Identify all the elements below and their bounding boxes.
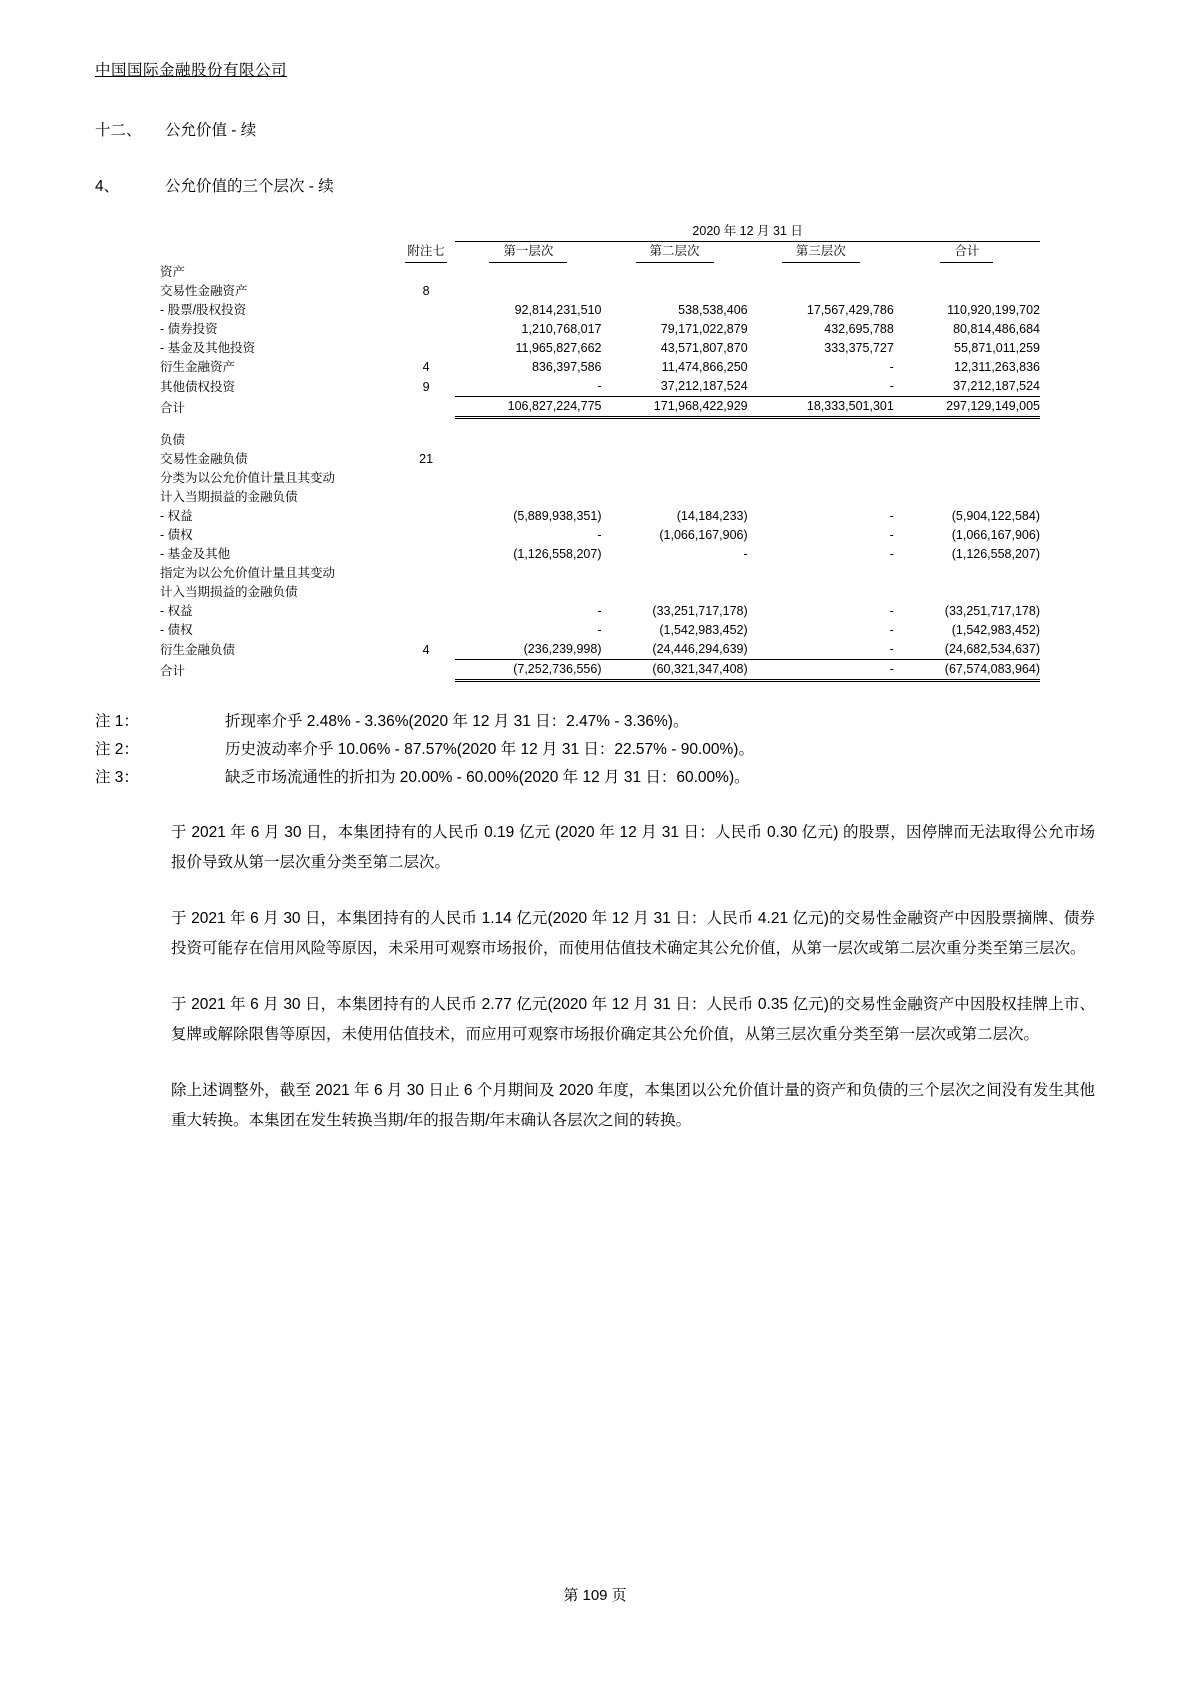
column-header-row bbox=[160, 242, 1040, 263]
row-note bbox=[397, 583, 455, 602]
row-label: - 基金及其他投资 bbox=[160, 341, 256, 355]
row-label: - 权益 bbox=[160, 604, 193, 618]
table-row bbox=[160, 358, 1040, 377]
row-level1 bbox=[455, 488, 601, 507]
row-total: (1,126,558,207) bbox=[951, 547, 1040, 561]
table-row bbox=[160, 621, 1040, 640]
row-note bbox=[397, 526, 455, 545]
row-level1: - bbox=[597, 379, 602, 393]
section-name: 负债 bbox=[160, 433, 186, 447]
date-header-label: 2020 年 12 月 31 日 bbox=[692, 224, 803, 238]
row-level1: 92,814,231,510 bbox=[514, 303, 602, 317]
row-level1: (5,889,938,351) bbox=[513, 509, 602, 523]
row-label: 合计 bbox=[160, 400, 186, 415]
row-note: 21 bbox=[419, 452, 434, 466]
row-note bbox=[397, 339, 455, 358]
section-l3 bbox=[748, 431, 894, 450]
row-level2 bbox=[601, 488, 747, 507]
row-level2: (14,184,233) bbox=[676, 509, 748, 523]
table-head bbox=[160, 222, 1040, 263]
section-heading bbox=[95, 118, 1095, 140]
row-level3: - bbox=[889, 379, 894, 393]
row-label: - 权益 bbox=[160, 509, 193, 523]
footnote-3 bbox=[95, 764, 1095, 792]
row-label: 计入当期损益的金融负债 bbox=[160, 490, 298, 504]
row-note: 8 bbox=[422, 284, 430, 298]
row-label: 分类为以公允价值计量且其变动 bbox=[160, 471, 336, 485]
row-total: 110,920,199,702 bbox=[947, 303, 1040, 317]
row-level1: - bbox=[597, 604, 602, 618]
row-note bbox=[397, 660, 455, 681]
row-note bbox=[397, 602, 455, 621]
row-level2: 11,474,866,250 bbox=[661, 360, 748, 374]
section-total bbox=[894, 263, 1040, 282]
row-level1 bbox=[455, 583, 601, 602]
section-name: 资产 bbox=[160, 265, 186, 279]
row-level1 bbox=[455, 282, 601, 301]
subsection-heading bbox=[95, 174, 1095, 196]
row-label: 交易性金融负债 bbox=[160, 452, 248, 466]
row-note bbox=[397, 320, 455, 339]
table-row bbox=[160, 450, 1040, 469]
row-level1 bbox=[455, 450, 601, 469]
row-level2: (1,542,983,452) bbox=[659, 623, 748, 637]
row-level2: 538,538,406 bbox=[678, 303, 748, 317]
section-l1 bbox=[455, 431, 601, 450]
row-level2 bbox=[601, 469, 747, 488]
row-level3 bbox=[748, 564, 894, 583]
row-label: 衍生金融资产 bbox=[160, 360, 236, 374]
row-label: - 债权 bbox=[160, 623, 193, 637]
row-level3: - bbox=[889, 509, 894, 523]
table-row bbox=[160, 339, 1040, 358]
row-level3 bbox=[748, 450, 894, 469]
table-spacer bbox=[160, 418, 1040, 432]
table-section-header bbox=[160, 431, 1040, 450]
row-level3: - bbox=[748, 660, 894, 681]
row-level1: 11,965,827,662 bbox=[515, 341, 602, 355]
row-total: 80,814,486,684 bbox=[953, 322, 1040, 336]
row-level3: - bbox=[889, 547, 894, 561]
table-body bbox=[160, 263, 1040, 681]
row-total bbox=[894, 469, 1040, 488]
section-total bbox=[894, 431, 1040, 450]
row-total bbox=[894, 564, 1040, 583]
table-row bbox=[160, 564, 1040, 583]
row-level1: - bbox=[597, 623, 602, 637]
date-header-row bbox=[160, 222, 1040, 242]
row-note bbox=[397, 469, 455, 488]
row-level3: - bbox=[889, 623, 894, 637]
section-l1 bbox=[455, 263, 601, 282]
paragraph-2: 于 2021 年 6 月 30 日，本集团持有的人民币 1.14 亿元(2020 年 12 月 31 日：人民币 4.21 亿元)的交易性金融资产中因股票摘牌、债券投资可能存在信用风险等原因，未采用可观察市场报价，而使用估值技术确定其公允价值，从第一层次或第二层次重分类至第三层次。 bbox=[171, 910, 1095, 957]
row-level2 bbox=[601, 583, 747, 602]
footnote-2 bbox=[95, 736, 1095, 764]
row-level2: 43,571,807,870 bbox=[660, 341, 748, 355]
row-level1 bbox=[455, 564, 601, 583]
table-footnotes bbox=[95, 708, 1095, 792]
table-row bbox=[160, 526, 1040, 545]
row-level1: 836,397,586 bbox=[531, 360, 602, 374]
table-row bbox=[160, 660, 1040, 681]
table-row bbox=[160, 507, 1040, 526]
row-level2: (24,446,294,639) bbox=[652, 642, 748, 656]
row-note bbox=[397, 545, 455, 564]
row-label: - 基金及其他 bbox=[160, 547, 231, 561]
row-level1: 106,827,224,775 bbox=[455, 397, 601, 418]
footnote-1-tag: 注 1： bbox=[95, 713, 139, 730]
page-footer: 第 109 页 bbox=[563, 1587, 627, 1604]
footnote-2-text: 历史波动率介乎 10.06% - 87.57%(2020 年 12 月 31 日：22.57% - 90.00%)。 bbox=[225, 741, 754, 758]
col-header-level2: 第二层次 bbox=[601, 242, 747, 263]
row-level1: 1,210,768,017 bbox=[521, 322, 602, 336]
row-note bbox=[397, 488, 455, 507]
row-note bbox=[397, 507, 455, 526]
row-level1: (236,239,998) bbox=[523, 642, 602, 656]
table-row bbox=[160, 545, 1040, 564]
table-row bbox=[160, 602, 1040, 621]
row-total: 55,871,011,259 bbox=[954, 341, 1040, 355]
row-note bbox=[397, 564, 455, 583]
paragraph-1: 于 2021 年 6 月 30 日，本集团持有的人民币 0.19 亿元 (2020 年 12 月 31 日：人民币 0.30 亿元) 的股票，因停牌而无法取得公允市场报价导致从第一层次重分类至第二层次。 bbox=[171, 824, 1095, 871]
row-level3: - bbox=[889, 360, 894, 374]
table-row bbox=[160, 488, 1040, 507]
row-level2: 79,171,022,879 bbox=[660, 322, 748, 336]
row-total bbox=[894, 488, 1040, 507]
row-total bbox=[894, 450, 1040, 469]
row-level3: - bbox=[889, 604, 894, 618]
table-row bbox=[160, 469, 1040, 488]
row-level2: 171,968,422,929 bbox=[601, 397, 747, 418]
table-row bbox=[160, 377, 1040, 397]
row-total: (33,251,717,178) bbox=[944, 604, 1040, 618]
footnote-3-text: 缺乏市场流通性的折扣为 20.00% - 60.00%(2020 年 12 月 31 日：60.00%)。 bbox=[225, 769, 750, 786]
row-label: 交易性金融资产 bbox=[160, 284, 248, 298]
row-total: (67,574,083,964) bbox=[894, 660, 1040, 681]
row-level2: (60,321,347,408) bbox=[601, 660, 747, 681]
row-note: 4 bbox=[422, 642, 430, 657]
row-level2 bbox=[601, 282, 747, 301]
row-label: 指定为以公允价值计量且其变动 bbox=[160, 566, 336, 580]
row-level1: - bbox=[597, 528, 602, 542]
table-row bbox=[160, 640, 1040, 660]
col-header-note: 附注七 bbox=[397, 242, 455, 263]
footnote-1 bbox=[95, 708, 1095, 736]
col-header-total: 合计 bbox=[894, 242, 1040, 263]
row-level3: - bbox=[889, 528, 894, 542]
date-header bbox=[455, 222, 1040, 242]
subsection-number: 4、 bbox=[95, 178, 120, 195]
section-note bbox=[397, 431, 455, 450]
row-level3: 17,567,429,786 bbox=[806, 303, 894, 317]
section-l2 bbox=[601, 431, 747, 450]
row-label: 衍生金融负债 bbox=[160, 642, 236, 657]
footnote-1-text: 折现率介乎 2.48% - 3.36%(2020 年 12 月 31 日：2.47% - 3.36%)。 bbox=[225, 713, 689, 730]
section-title: 公允价值 - 续 bbox=[165, 122, 257, 139]
row-label: - 股票/股权投资 bbox=[160, 303, 247, 317]
row-total: (24,682,534,637) bbox=[944, 642, 1040, 656]
section-l2 bbox=[601, 263, 747, 282]
row-level3: - bbox=[889, 642, 894, 656]
row-level3 bbox=[748, 583, 894, 602]
row-level2: - bbox=[743, 547, 748, 561]
row-level2: (33,251,717,178) bbox=[652, 604, 748, 618]
row-total bbox=[894, 583, 1040, 602]
table-row bbox=[160, 301, 1040, 320]
row-level3 bbox=[748, 469, 894, 488]
section-note bbox=[397, 263, 455, 282]
paragraph-3: 于 2021 年 6 月 30 日，本集团持有的人民币 2.77 亿元(2020 年 12 月 31 日：人民币 0.35 亿元)的交易性金融资产中因股权挂牌上市、复牌或解除限售等原因，未使用估值技术，而应用可观察市场报价确定其公允价值，从第三层次重分类至第一层次或第二层次。 bbox=[171, 996, 1095, 1043]
row-total: 297,129,149,005 bbox=[894, 397, 1040, 418]
row-label: - 债权 bbox=[160, 528, 193, 542]
row-label: 合计 bbox=[160, 663, 186, 678]
row-level3 bbox=[748, 282, 894, 301]
table-row bbox=[160, 320, 1040, 339]
row-total: (1,542,983,452) bbox=[951, 623, 1040, 637]
row-total: (5,904,122,584) bbox=[951, 509, 1040, 523]
row-note: 9 bbox=[422, 379, 430, 394]
row-total: (1,066,167,906) bbox=[951, 528, 1040, 542]
table-row bbox=[160, 397, 1040, 418]
row-level1 bbox=[455, 469, 601, 488]
row-level2 bbox=[601, 450, 747, 469]
row-label: - 债券投资 bbox=[160, 322, 218, 336]
table-row bbox=[160, 583, 1040, 602]
fair-value-table bbox=[160, 222, 1040, 682]
col-header-level3: 第三层次 bbox=[748, 242, 894, 263]
row-level3: 432,695,788 bbox=[824, 322, 894, 336]
subsection-title: 公允价值的三个层次 - 续 bbox=[165, 178, 334, 195]
row-level3 bbox=[748, 488, 894, 507]
row-level3: 333,375,727 bbox=[824, 341, 894, 355]
row-level3: 18,333,501,301 bbox=[748, 397, 894, 418]
col-header-level1: 第一层次 bbox=[455, 242, 601, 263]
row-total bbox=[894, 282, 1040, 301]
footnote-2-tag: 注 2： bbox=[95, 741, 139, 758]
footnote-3-tag: 注 3： bbox=[95, 769, 139, 786]
row-total: 37,212,187,524 bbox=[953, 379, 1040, 393]
section-number: 十二、 bbox=[95, 122, 142, 139]
section-l3 bbox=[748, 263, 894, 282]
table-section-header bbox=[160, 263, 1040, 282]
paragraph-4: 除上述调整外，截至 2021 年 6 月 30 日止 6 个月期间及 2020 年度，本集团以公允价值计量的资产和负债的三个层次之间没有发生其他重大转换。本集团在发生转换当期/年的报告期/年末确认各层次之间的转换。 bbox=[171, 1082, 1095, 1129]
company-name: 中国国际金融股份有限公司 bbox=[95, 62, 288, 79]
row-note bbox=[397, 301, 455, 320]
row-label: 计入当期损益的金融负债 bbox=[160, 585, 298, 599]
row-level2: (1,066,167,906) bbox=[659, 528, 748, 542]
row-total: 12,311,263,836 bbox=[954, 360, 1040, 374]
row-note bbox=[397, 397, 455, 418]
row-label: 其他债权投资 bbox=[160, 379, 236, 394]
row-note bbox=[397, 621, 455, 640]
table-row bbox=[160, 282, 1040, 301]
row-level1: (7,252,736,556) bbox=[455, 660, 601, 681]
row-note: 4 bbox=[422, 360, 430, 374]
row-level2 bbox=[601, 564, 747, 583]
row-level1: (1,126,558,207) bbox=[513, 547, 602, 561]
row-level2: 37,212,187,524 bbox=[660, 379, 748, 393]
